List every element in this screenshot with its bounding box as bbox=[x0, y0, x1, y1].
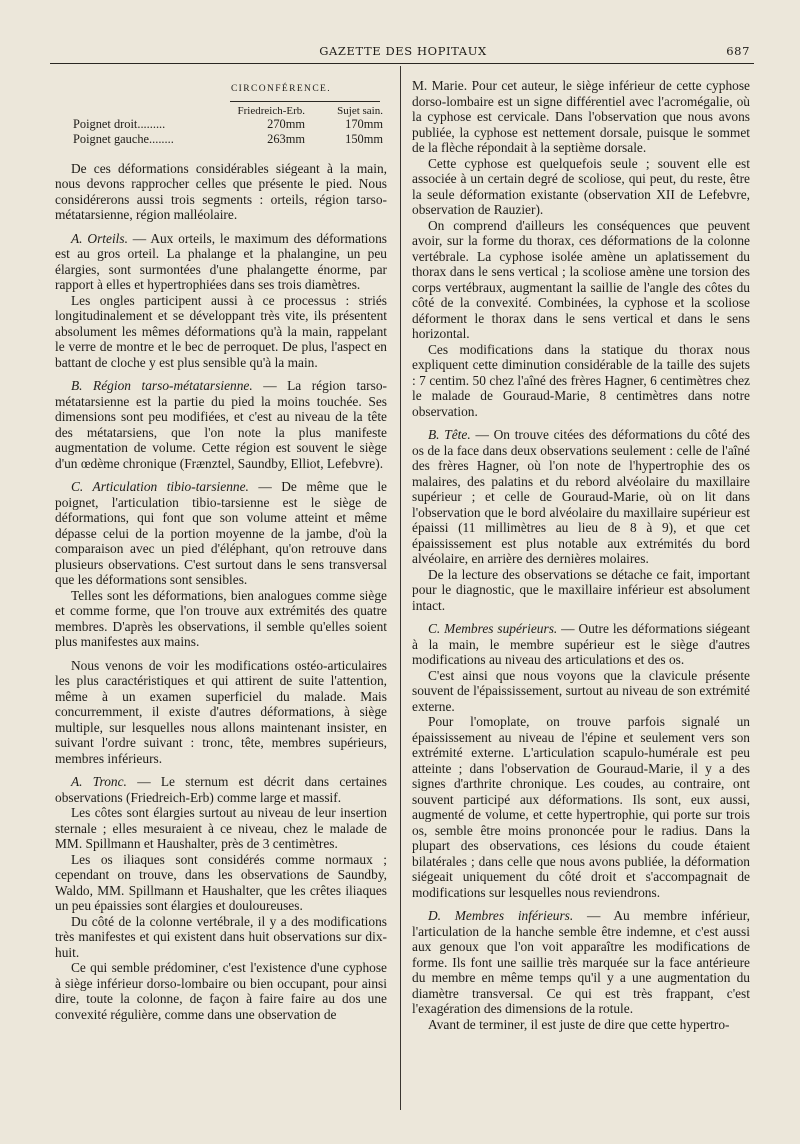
table-cell: 263mm bbox=[267, 131, 305, 146]
table-row-label: Poignet gauche........ bbox=[73, 131, 174, 146]
paragraph-text: — On trouve citées des déformations du côté des os de la face dans deux observations seulement : celle de l'aîné des frères Hagner, où l'on note de l'hypertrophie des os malaires, des palatins et du rebord alvéolaire du maxillaire supérieur ; et celle de Gouraud-Marie, où on lit dans l'observation que le bord alvéolaire du maxillaire supérieur est épaissi (11 millimètres au lieu de 8 à 9), et que cet épaississement est plus notable aux extrémités du bord alvéolaire, en arrière des dernières molaires. bbox=[412, 427, 750, 566]
paragraph: Cette cyphose est quelquefois seule ; souvent elle est associée à un certain degré de scoliose, qui peut, du reste, être la seule déformation existante (observation XII de Lefebvre, observation de Rauzier). bbox=[412, 155, 750, 217]
table-caption: CIRCONFÉRENCE. bbox=[230, 84, 332, 94]
paragraph: Les côtes sont élargies surtout au niveau de leur insertion sternale ; elles mesuraient à ce niveau, chez le malade de MM. Spillmann et Haushalter, près de 3 centimètres. bbox=[55, 805, 387, 851]
section-head: D. Membres inférieurs. bbox=[428, 908, 574, 923]
paragraph: Du côté de la colonne vertébrale, il y a des modifications très manifestes et qui existent dans huit observations sur dix-huit. bbox=[55, 913, 387, 960]
paragraph: Les ongles participent aussi à ce processus : striés longitudinalement et se développant très vite, ils présentent absolument les mêmes déformations qu'à la main, rappelant le verre de montre et le bec de perroquet. De plus, l'aspect en battant de cloche y est plus sensible qu'à la main. bbox=[55, 292, 387, 370]
section-head: B. Région tarso-métatarsienne. bbox=[71, 378, 253, 393]
paragraph-text: — La région tarso-métatarsienne est la partie du pied la moins touchée. Ses dimensions sont peu modifiées, et c'est au niveau de la tête des métatarsiens, que l'on note la plus manifeste augmentation de volume. Cette région est souvent le siège d'un œdème chronique (Frænztel, Saundby, Elliot, Lefebvre). bbox=[55, 378, 387, 471]
page-number: 687 bbox=[726, 44, 750, 58]
paragraph-text: — Au membre inférieur, l'articulation de la hanche semble être indemne, et c'est aussi aux genoux que l'on voit apparaître les modifications de forme. Ils font une saillie très marquée sur la face antérieure du membre en même temps qu'il y a une augmentation du diamètre transversal. Ce qui est très frappant, c'est l'exagération des dimensions de la rotule. bbox=[412, 908, 750, 1016]
paragraph-tarso bbox=[55, 378, 387, 471]
table-row bbox=[55, 117, 387, 132]
paragraph: Telles sont les déformations, bien analogues comme siège et comme forme, que l'on trouve aux extrémités des quatre membres. D'après les observations, il semble qu'elles soient plus manifestes aux mains. bbox=[55, 587, 387, 649]
paragraph: Nous venons de voir les modifications ostéo-articulaires les plus caractéristiques et qui attirent de suite l'attention, même à un examen superficiel du malade. Mais concurremment, il existe d'autres déformations, à siège multiple, sur lesquelles nous allons maintenant insister, en suivant l'ordre suivant : tronc, tête, membres supérieurs, membres inférieurs. bbox=[55, 657, 387, 766]
paragraph-text: — Aux orteils, le maximum des déformations est au gros orteil. La phalange et la phalangine, un peu élargies, sont surmontées d'une phalangette énorme, par rapport à elles et hypertrophiées dans ses trois diamètres. bbox=[55, 230, 387, 292]
section-head: A. Tronc. bbox=[71, 774, 127, 789]
paragraph-orteils bbox=[55, 231, 387, 293]
paragraph: Pour l'omoplate, on trouve parfois signalé un épaississement au niveau de l'épine et seulement vers son extrémité externe. L'articulation scapulo-humérale est peu atteinte ; dans l'observation de Gouraud-Marie, il y a des signes d'arthrite chronique. Les coudes, au contraire, ont souvent participé aux déformations. Ils sont, eux aussi, augmenté de volume, et cette hypertrophie, qui porte sur trois os, semble être moins prononcée pour le radius. Dans la plupart des observations, ces lésions du coude étaient bilatérales ; dans celle que nous avons publiée, la déformation siégeait uniquement du côté droit et s'accompagnait de modifications sur lesquelles nous reviendrons. bbox=[412, 714, 750, 900]
paragraph-membres-sup bbox=[412, 621, 750, 668]
table-row-label: Poignet droit......... bbox=[73, 116, 166, 131]
section-head: C. Articulation tibio-tarsienne. bbox=[71, 479, 249, 494]
paragraph-text: — Le sternum est décrit dans certaines observations (Friedreich-Erb) comme large et massif. bbox=[55, 774, 387, 805]
paragraph: M. Marie. Pour cet auteur, le siège inférieur de cette cyphose dorso-lombaire est un signe différentiel avec l'acromégalie, où la cyphose est cervicale. Dans l'observation que nous avons publiée, la cyphose est nettement dorsale, puisque le sommet de la flèche répondait à la septième dorsale. bbox=[412, 78, 750, 155]
table-cell: 270mm bbox=[267, 116, 305, 131]
table-cell: 170mm bbox=[345, 116, 383, 131]
column-divider bbox=[400, 66, 401, 1110]
paragraph: On comprend d'ailleurs les conséquences que peuvent avoir, sur la forme du thorax, ces déformations de la colonne vertébrale. La cyphose isolée amène un aplatissement du thorax dans le sens vertical ; la scoliose amène une torsion des corps vertébraux, augmentant la saillie de l'angle des côtes du côté de la convexité. Combinées, la cyphose et la scoliose déforment le thorax dans le sens vertical et dans le sens horizontal. bbox=[412, 217, 750, 341]
paragraph: Les os iliaques sont considérés comme normaux ; cependant on trouve, dans les observations de Saundby, Waldo, MM. Spillmann et Haushalter, que les crêtes iliaques un peu épaissies sont élargies et douloureuses. bbox=[55, 851, 387, 913]
paragraph: De ces déformations considérables siégeant à la main, nous devons rapprocher celles que présente le pied. Nous considérerons aussi trois segments : orteils, région tarso-métatarsienne, région malléolaire. bbox=[55, 160, 387, 222]
paragraph: De la lecture des observations se détache ce fait, important pour le diagnostic, que le maxillaire inférieur est absolument intact. bbox=[412, 566, 750, 613]
section-head: B. Tête. bbox=[428, 427, 471, 442]
table-cell: 150mm bbox=[345, 131, 383, 146]
right-column bbox=[412, 78, 750, 1032]
paragraph: Avant de terminer, il est juste de dire que cette hypertro- bbox=[428, 1016, 730, 1032]
running-head bbox=[56, 44, 750, 60]
paragraph: Ces modifications dans la statique du thorax nous expliquent cette diminution considérable de la taille des sujets : 7 centim. 50 chez l'aîné des frères Hagner, 6 centimètres chez le malade de Gouraud-Marie, 8 centimètres dans notre observation. bbox=[412, 341, 750, 419]
section-head: A. Orteils. bbox=[71, 230, 128, 246]
circumference-table bbox=[55, 82, 387, 147]
table-col-sujet-sain: Sujet sain. bbox=[337, 104, 383, 117]
paragraph-tibio bbox=[55, 479, 387, 588]
paragraph: C'est ainsi que nous voyons que la clavicule présente souvent de l'épaississement, surtout au niveau de son extrémité externe. bbox=[412, 667, 750, 714]
table-rule bbox=[230, 101, 380, 102]
journal-title: GAZETTE DES HOPITAUX bbox=[319, 44, 487, 58]
table-row bbox=[55, 132, 387, 147]
paragraph-text: — Outre les déformations siégeant à la main, le membre supérieur est le siège d'autres modifications au niveau des articulations et des os. bbox=[412, 621, 750, 667]
section-head: C. Membres supérieurs. bbox=[428, 621, 558, 636]
paragraph: Ce qui semble prédominer, c'est l'existence d'une cyphose à siège inférieur dorso-lombaire ou bien occupant, pour ainsi dire, toute la colonne, de façon à faire faire au dos une convexité régulière, comme dans une observation de bbox=[55, 960, 387, 1022]
table-header-row bbox=[55, 104, 387, 117]
paragraph-membres-inf bbox=[412, 908, 750, 1017]
table-col-friedreich: Friedreich-Erb. bbox=[237, 104, 305, 117]
paragraph-tete bbox=[412, 427, 750, 567]
paragraph-text: — De même que le poignet, l'articulation tibio-tarsienne est le siège de déformations, qui font que son volume atteint et même dépasse celui de la portion moyenne de la jambe, d'où la comparaison avec un pied d'éléphant, qu'on retrouve dans plusieurs observations. C'est surtout dans le sens transversal que les déformations sont sensibles. bbox=[55, 479, 387, 587]
paragraph-tronc bbox=[55, 774, 387, 805]
left-column bbox=[55, 78, 387, 1022]
header-rule bbox=[50, 63, 754, 64]
